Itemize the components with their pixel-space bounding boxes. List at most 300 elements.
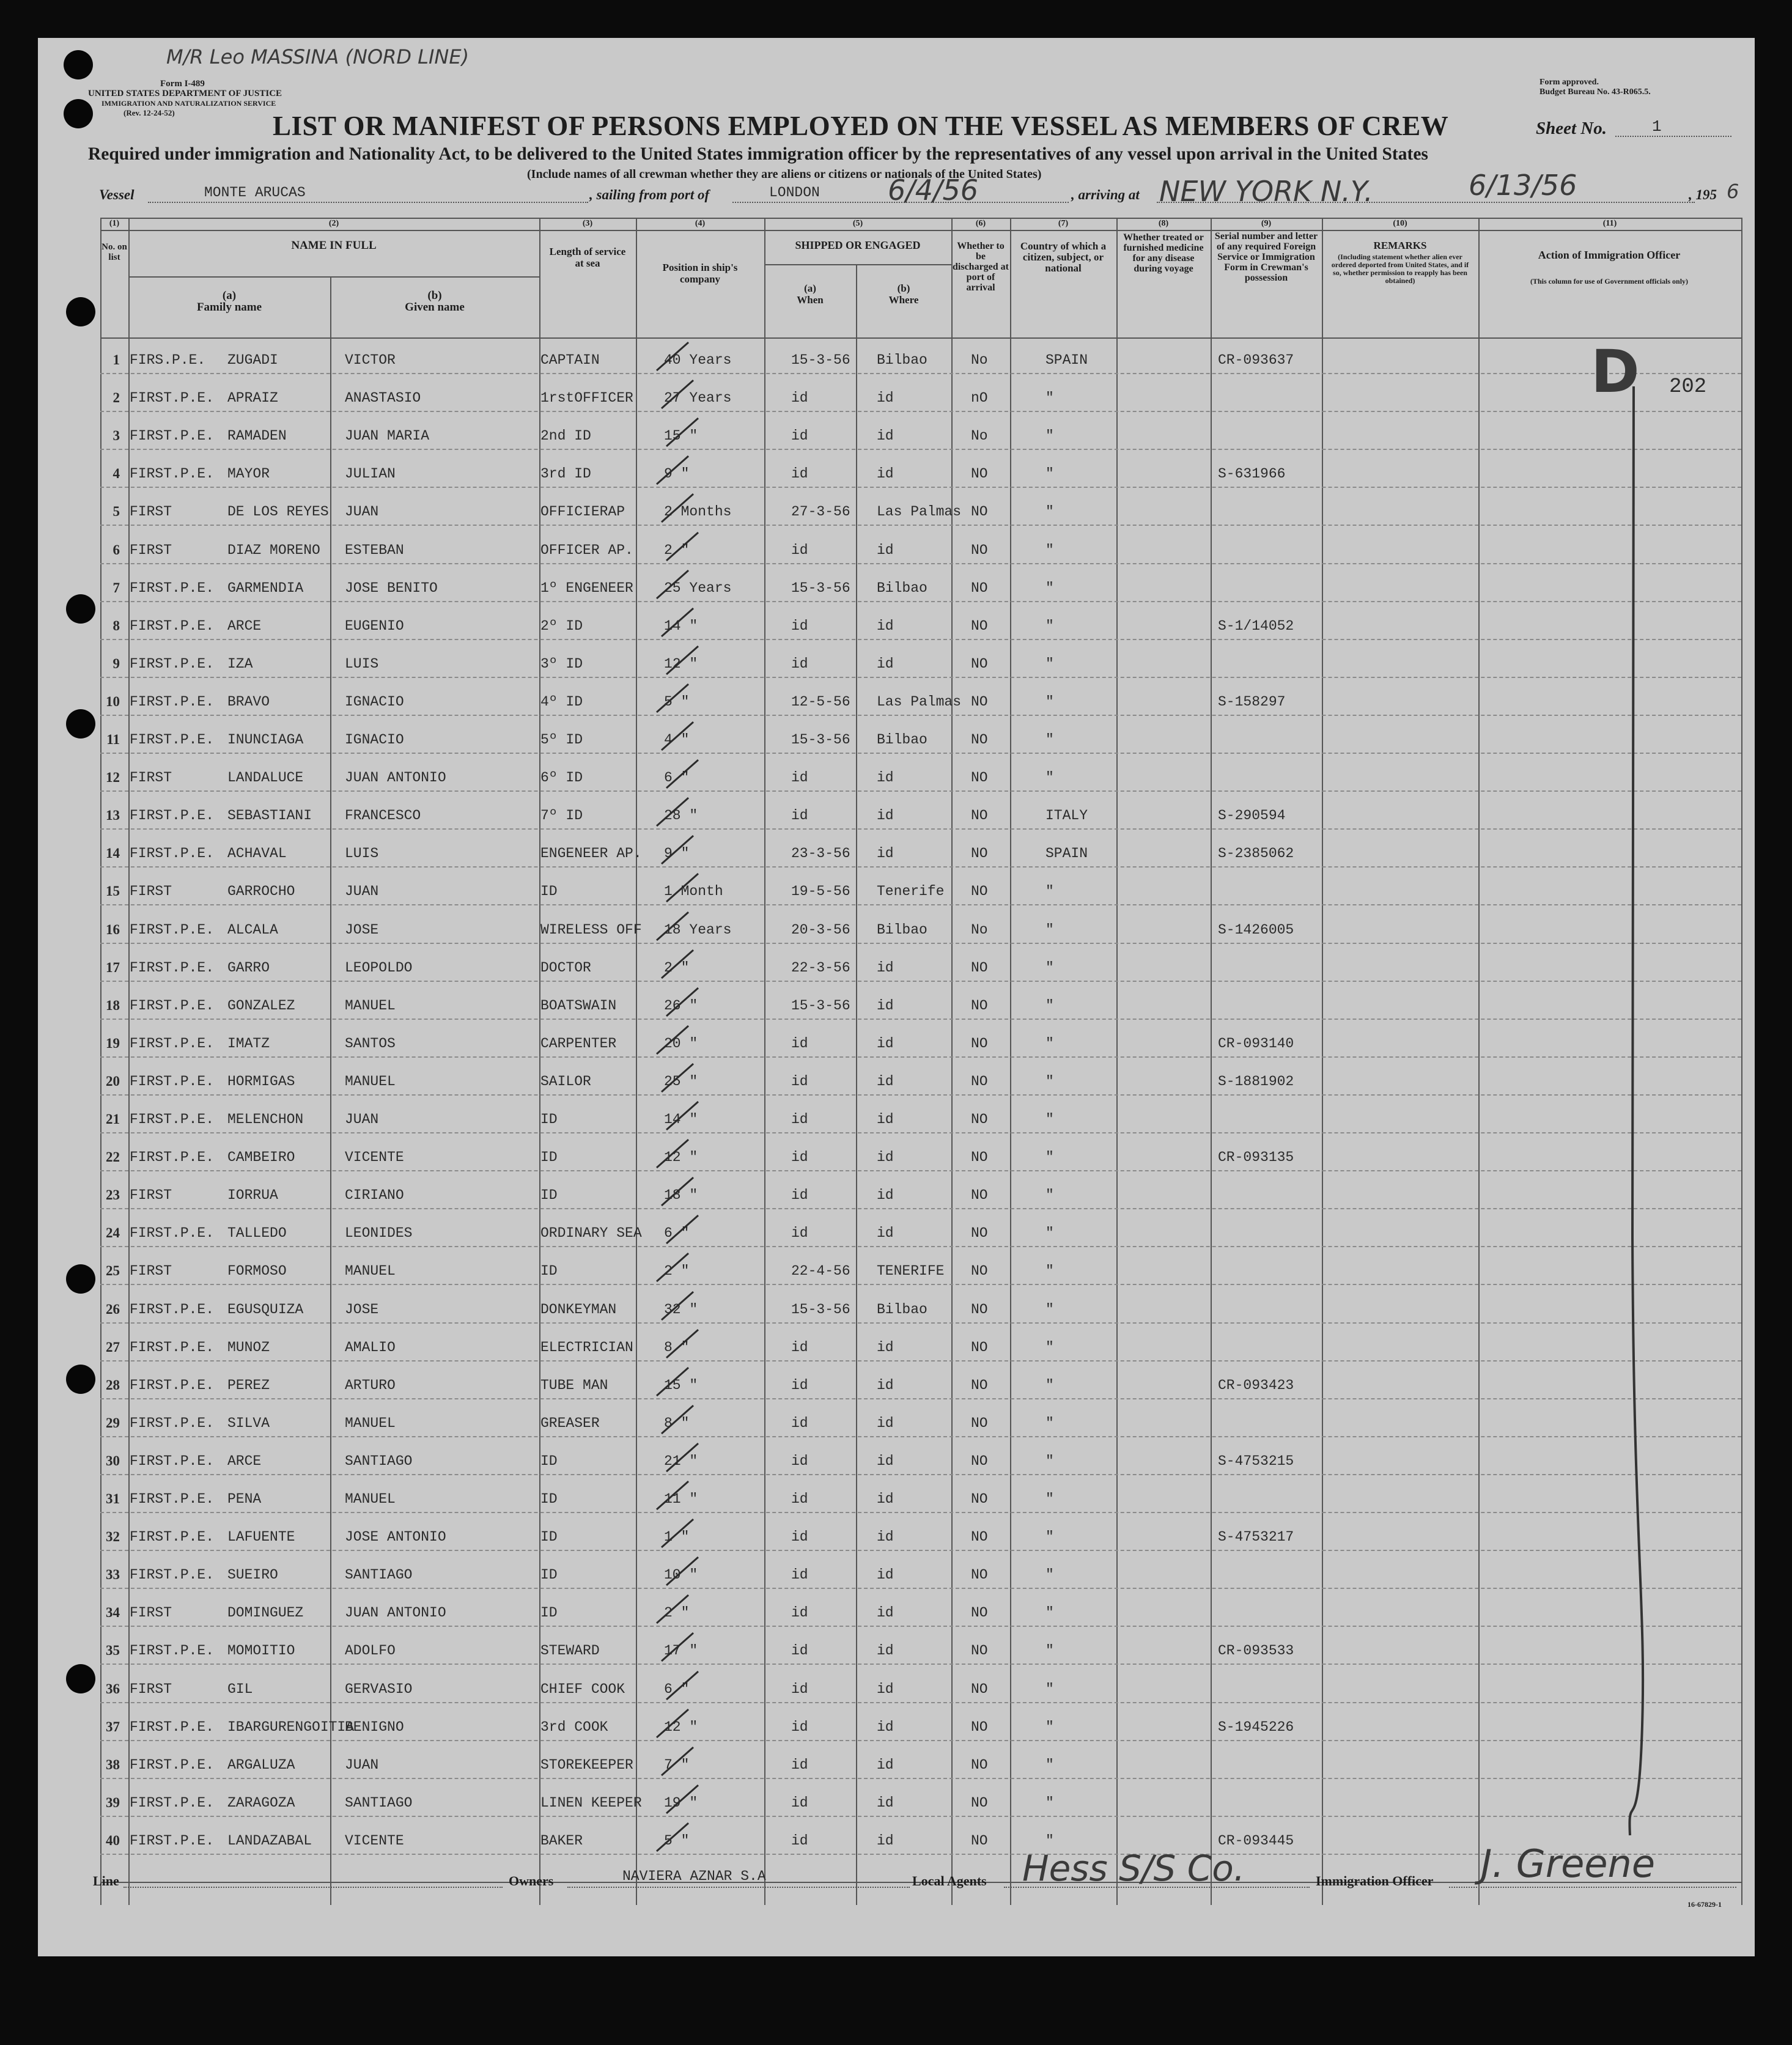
punch-hole [66, 709, 95, 739]
row-rule [100, 1208, 1741, 1209]
engaged-when: 15-3-56 [791, 997, 850, 1014]
given-name: MANUEL [345, 1263, 396, 1280]
engaged-when: id [791, 1187, 808, 1204]
row-number: 30 [106, 1453, 120, 1468]
name-prefix: FIRST.P.E. [130, 1339, 215, 1355]
name-prefix: FIRST [130, 883, 172, 900]
discharged: NO [971, 542, 988, 558]
col-divider [1478, 218, 1480, 1905]
country: " [1045, 770, 1054, 786]
discharged: NO [971, 1605, 988, 1621]
serial-number: S-1/14052 [1218, 617, 1294, 634]
discharged: NO [971, 1567, 988, 1583]
row-number: 36 [106, 1681, 120, 1697]
given-name: MANUEL [345, 1491, 396, 1507]
row-number: 27 [106, 1339, 120, 1355]
discharged: NO [971, 1035, 988, 1052]
position: CARPENTER [540, 1035, 617, 1052]
engaged-when: id [791, 1643, 808, 1659]
given-name: FRANCESCO [345, 808, 421, 824]
family-name: ZUGADI [227, 352, 278, 368]
row-rule [100, 1094, 1741, 1096]
check-mark [657, 605, 699, 641]
row-number: 20 [106, 1073, 120, 1089]
officer-field [1449, 1887, 1736, 1888]
given-name: LUIS [345, 655, 379, 672]
family-name: INUNCIAGA [227, 732, 304, 748]
col-divider [951, 218, 953, 1905]
position: STEWARD [540, 1643, 600, 1659]
service-length: 1 Month [664, 883, 723, 900]
engaged-where: id [877, 1643, 894, 1659]
engaged-when: id [791, 1529, 808, 1546]
given-name: JOSE [345, 921, 379, 938]
family-name: DOMINGUEZ [227, 1605, 304, 1621]
header-rule [128, 276, 539, 278]
name-prefix: FIRST [130, 542, 172, 558]
discharged: NO [971, 1794, 988, 1811]
name-prefix: FIRST.P.E. [130, 580, 215, 596]
officer-label: Immigration Officer [1316, 1873, 1434, 1888]
check-mark [652, 1250, 695, 1286]
position: DONKEYMAN [540, 1301, 617, 1317]
punch-hole [66, 1664, 95, 1693]
col-num: (5) [852, 219, 863, 228]
given-name: JUAN [345, 504, 379, 520]
row-number: 40 [106, 1832, 120, 1848]
name-prefix: FIRST.P.E. [130, 1567, 215, 1583]
row-number: 4 [112, 466, 120, 482]
engaged-where: id [877, 1605, 894, 1621]
country: " [1045, 1832, 1054, 1849]
header-where: (b) Where [888, 282, 919, 306]
engaged-where: Las Palmas [877, 504, 962, 520]
row-rule [100, 1360, 1741, 1361]
row-rule [100, 1816, 1741, 1817]
service-length: 15 " [664, 428, 698, 444]
engaged-when: id [791, 770, 808, 786]
family-name: SILVA [227, 1415, 270, 1431]
service-length: 20 " [664, 1035, 698, 1052]
agents-signature: Hess S/S Co. [1022, 1848, 1245, 1889]
position: ORDINARY SEA [540, 1225, 642, 1242]
serial-number: S-4753215 [1218, 1453, 1294, 1469]
col-num: (3) [582, 219, 593, 228]
family-name: LAFUENTE [227, 1529, 295, 1546]
family-name: ZARAGOZA [227, 1794, 295, 1811]
service-length: 4 " [664, 732, 690, 748]
engaged-where: Bilbao [877, 1301, 927, 1317]
country: " [1045, 1263, 1054, 1280]
service-length: 6 " [664, 770, 690, 786]
engaged-where: id [877, 997, 894, 1014]
serial-number: S-631966 [1218, 466, 1286, 482]
position: TUBE MAN [540, 1377, 608, 1393]
engaged-when: id [791, 428, 808, 444]
col-divider [856, 264, 857, 1905]
stamp-number: 202 [1669, 375, 1707, 399]
col-divider [636, 218, 637, 1905]
service-length: 26 " [664, 997, 698, 1014]
discharged: NO [971, 1263, 988, 1280]
family-name: LANDAZABAL [227, 1832, 312, 1849]
row-rule [100, 753, 1741, 754]
form-number: Form I-489 [160, 79, 205, 89]
engaged-where: id [877, 959, 894, 976]
row-rule [100, 449, 1741, 450]
service-length: 18 Years [664, 921, 732, 938]
discharged: NO [971, 1832, 988, 1849]
given-name: JUAN [345, 883, 379, 900]
family-name: ARGALUZA [227, 1756, 295, 1773]
serial-number: CR-093445 [1218, 1832, 1294, 1849]
row-number: 13 [106, 808, 120, 824]
discharged: NO [971, 1756, 988, 1773]
family-name: IZA [227, 655, 253, 672]
engaged-when: id [791, 1111, 808, 1127]
service-length: 19 " [664, 1794, 698, 1811]
document-subnote: (Include names of all crewman whether they are aliens or citizens or nationals of the United States) [527, 168, 1042, 181]
discharged: NO [971, 1073, 988, 1089]
header-rule [764, 264, 951, 265]
punch-hole [66, 1365, 95, 1394]
family-name: LANDALUCE [227, 770, 304, 786]
given-name: MANUEL [345, 997, 396, 1014]
service-length: 2 " [664, 959, 690, 976]
serial-number: S-2385062 [1218, 846, 1294, 862]
given-name: IGNACIO [345, 693, 404, 710]
given-name: JOSE BENITO [345, 580, 438, 596]
bracket-mark [1591, 380, 1676, 1860]
document-title: LIST OR MANIFEST OF PERSONS EMPLOYED ON THE VESSEL AS MEMBERS OF CREW [273, 111, 1449, 141]
position: CAPTAIN [540, 352, 600, 368]
row-rule [100, 411, 1741, 412]
row-number: 23 [106, 1187, 120, 1203]
family-name: GARMENDIA [227, 580, 304, 596]
country: " [1045, 883, 1054, 900]
check-mark [652, 1478, 695, 1514]
service-length: 40 Years [664, 352, 732, 368]
row-rule [100, 487, 1741, 488]
engaged-when: id [791, 466, 808, 482]
name-prefix: FIRST [130, 1187, 172, 1204]
engaged-when: 20-3-56 [791, 921, 850, 938]
service-length: 8 " [664, 1339, 690, 1355]
manifest-sheet [38, 38, 1755, 1956]
discharged: NO [971, 1681, 988, 1697]
discharged: NO [971, 1719, 988, 1735]
country: " [1045, 1529, 1054, 1546]
discharged: NO [971, 580, 988, 596]
row-number: 14 [106, 846, 120, 861]
engaged-where: id [877, 1794, 894, 1811]
col-divider [1116, 218, 1118, 1905]
given-name: LEONIDES [345, 1225, 413, 1242]
service-length: 12 " [664, 655, 698, 672]
family-name: EGUSQUIZA [227, 1301, 304, 1317]
check-mark [662, 1212, 704, 1248]
check-mark [652, 567, 695, 603]
service-length: 2 " [664, 542, 690, 558]
engaged-when: id [791, 1377, 808, 1393]
engaged-when: 15-3-56 [791, 732, 850, 748]
name-prefix: FIRST [130, 1681, 172, 1697]
check-mark [652, 1022, 695, 1059]
family-name: GIL [227, 1681, 253, 1697]
position: 6º ID [540, 770, 583, 786]
engaged-where: id [877, 390, 894, 407]
check-mark [652, 339, 695, 375]
header-no-on-list: No. on list [101, 242, 127, 262]
name-prefix: FIRST.P.E. [130, 466, 215, 482]
discharged: NO [971, 617, 988, 634]
service-length: 6 " [664, 1225, 690, 1242]
position: ID [540, 883, 558, 900]
row-number: 25 [106, 1263, 120, 1279]
given-name: LUIS [345, 846, 379, 862]
serial-number: CR-093140 [1218, 1035, 1294, 1052]
engaged-when: id [791, 617, 808, 634]
revision: (Rev. 12-24-52) [124, 108, 175, 117]
family-name: CAMBEIRO [227, 1149, 295, 1166]
position: 3º ID [540, 655, 583, 672]
engaged-where: id [877, 1756, 894, 1773]
country: SPAIN [1045, 352, 1088, 368]
given-name: JUAN ANTONIO [345, 1605, 446, 1621]
given-name: VICENTE [345, 1832, 404, 1849]
family-name: IMATZ [227, 1035, 270, 1052]
country: " [1045, 617, 1054, 634]
given-name: JOSE [345, 1301, 379, 1317]
row-rule [100, 677, 1741, 678]
given-name: JUAN [345, 1111, 379, 1127]
col-divider [1211, 218, 1212, 1905]
service-length: 32 " [664, 1301, 698, 1317]
given-name: ANASTASIO [345, 390, 421, 407]
line-field [124, 1887, 503, 1888]
engaged-when: id [791, 1225, 808, 1242]
family-name: TALLEDO [227, 1225, 287, 1242]
sailing-label: , sailing from port of [589, 187, 710, 202]
row-number: 39 [106, 1794, 120, 1810]
engaged-where: id [877, 428, 894, 444]
engaged-where: id [877, 1529, 894, 1546]
vessel-name: MONTE ARUCAS [204, 185, 306, 201]
engaged-where: id [877, 1111, 894, 1127]
check-mark [652, 1591, 695, 1628]
country: " [1045, 997, 1054, 1014]
position: CHIEF COOK [540, 1681, 625, 1697]
service-length: 25 Years [664, 580, 732, 596]
country: " [1045, 655, 1054, 672]
service-length: 10 " [664, 1567, 698, 1583]
family-name: MOMOITIO [227, 1643, 295, 1659]
engaged-where: id [877, 1491, 894, 1507]
serial-number: S-290594 [1218, 808, 1286, 824]
serial-number: S-1881902 [1218, 1073, 1294, 1089]
name-prefix: FIRST.P.E. [130, 1719, 215, 1735]
discharged: NO [971, 1301, 988, 1317]
position: 4º ID [540, 693, 583, 710]
col-num: (7) [1058, 219, 1069, 228]
country: " [1045, 1491, 1054, 1507]
row-rule [100, 639, 1741, 640]
country: " [1045, 1225, 1054, 1242]
engaged-where: id [877, 1415, 894, 1431]
given-name: SANTIAGO [345, 1567, 413, 1583]
check-mark [657, 832, 699, 869]
name-prefix: FIRST [130, 1605, 172, 1621]
service-length: 28 " [664, 808, 698, 824]
engaged-when: id [791, 390, 808, 407]
discharged: NO [971, 1225, 988, 1242]
check-mark [662, 870, 704, 907]
discharged: NO [971, 1149, 988, 1166]
header-country: Country of which a citizen, subject, or national [1020, 240, 1107, 274]
position: SAILOR [540, 1073, 591, 1089]
discharged: NO [971, 1415, 988, 1431]
service: IMMIGRATION AND NATURALIZATION SERVICE [101, 99, 276, 108]
engaged-where: id [877, 770, 894, 786]
engaged-when: id [791, 1491, 808, 1507]
check-mark [657, 377, 699, 413]
row-number: 15 [106, 883, 120, 899]
family-name: DE LOS REYES [227, 504, 329, 520]
sheet-number-line [1615, 136, 1731, 137]
check-mark [657, 1744, 699, 1780]
check-mark [662, 984, 704, 1021]
check-mark [662, 1098, 704, 1135]
given-name: ARTURO [345, 1377, 396, 1393]
row-rule [100, 1702, 1741, 1703]
sheet-number: 1 [1652, 117, 1662, 136]
family-name: SUEIRO [227, 1567, 278, 1583]
row-number: 29 [106, 1415, 120, 1431]
row-number: 22 [106, 1149, 120, 1165]
document-subtitle: Required under immigration and Nationality Act, to be delivered to the United States immigration officer by the representatives of any vessel upon arrival in the United States [88, 144, 1428, 164]
row-number: 8 [112, 617, 120, 633]
check-mark [657, 1629, 699, 1666]
discharged: nO [971, 390, 988, 407]
row-rule [100, 1284, 1741, 1285]
header-remarks: REMARKS [1373, 240, 1427, 251]
service-length: 5 " [664, 693, 690, 710]
given-name: AMALIO [345, 1339, 396, 1355]
row-rule [100, 1019, 1741, 1020]
engaged-when: 27-3-56 [791, 504, 850, 520]
family-name: FORMOSO [227, 1263, 287, 1280]
header-remarks-note: (Including statement whether alien ever ordered deported from United States, and if so, whether permission to reapply has been obtained) [1331, 252, 1469, 285]
country: " [1045, 1035, 1054, 1052]
row-rule [100, 1436, 1741, 1437]
col-divider [330, 276, 331, 1905]
engaged-when: id [791, 1719, 808, 1735]
engaged-when: 12-5-56 [791, 693, 850, 710]
service-length: 21 " [664, 1453, 698, 1469]
service-length: 11 " [664, 1491, 698, 1507]
check-mark [652, 1819, 695, 1856]
name-prefix: FIRST.P.E. [130, 428, 215, 444]
discharged: NO [971, 997, 988, 1014]
family-name: ARCE [227, 1453, 262, 1469]
row-number: 34 [106, 1605, 120, 1621]
row-number: 18 [106, 997, 120, 1013]
col-num: (6) [975, 219, 986, 228]
discharged: NO [971, 846, 988, 862]
discharged: NO [971, 1187, 988, 1204]
engaged-where: id [877, 1339, 894, 1355]
engaged-where: Bilbao [877, 921, 927, 938]
name-prefix: FIRST.P.E. [130, 617, 215, 634]
header-serial: Serial number and letter of any required Foreign Service or Immigration Form in Crewman's possession [1214, 231, 1318, 283]
row-number: 35 [106, 1643, 120, 1659]
punch-hole [66, 1264, 95, 1294]
family-name: RAMADEN [227, 428, 287, 444]
name-prefix: FIRST.P.E. [130, 693, 215, 710]
position: DOCTOR [540, 959, 591, 976]
header-family-name: (a) Family name [196, 289, 262, 314]
row-rule [100, 1056, 1741, 1058]
header-action: Action of Immigration Officer [1538, 249, 1681, 261]
col-num: (1) [109, 219, 120, 228]
family-name: GARROCHO [227, 883, 295, 900]
header-position: Position in ship's company [662, 262, 738, 285]
name-prefix: FIRST.P.E. [130, 1415, 215, 1431]
position: ID [540, 1187, 558, 1204]
position: ID [540, 1491, 558, 1507]
country: " [1045, 1111, 1054, 1127]
row-rule [100, 563, 1741, 564]
given-name: GERVASIO [345, 1681, 413, 1697]
check-mark [662, 1668, 704, 1704]
col-num: (4) [695, 219, 706, 228]
country: " [1045, 428, 1054, 444]
country: " [1045, 1149, 1054, 1166]
serial-number: CR-093637 [1218, 352, 1294, 368]
country: ITALY [1045, 808, 1088, 824]
name-prefix: FIRST.P.E. [130, 846, 215, 862]
engaged-when: 22-3-56 [791, 959, 850, 976]
check-mark [662, 415, 704, 451]
engaged-where: id [877, 1377, 894, 1393]
position: BOATSWAIN [540, 997, 617, 1014]
check-mark [657, 1060, 699, 1097]
engaged-where: id [877, 1681, 894, 1697]
row-number: 26 [106, 1301, 120, 1317]
family-name: GONZALEZ [227, 997, 295, 1014]
header-rule [100, 230, 1741, 231]
country: SPAIN [1045, 846, 1088, 862]
engaged-when: 19-5-56 [791, 883, 850, 900]
position: WIRELESS OFF [540, 921, 642, 938]
year-label: , 195 [1689, 187, 1717, 202]
check-mark [662, 1326, 704, 1363]
discharged: NO [971, 1377, 988, 1393]
position: STOREKEEPER [540, 1756, 633, 1773]
row-number: 28 [106, 1377, 120, 1393]
check-mark [662, 643, 704, 679]
engaged-where: id [877, 1187, 894, 1204]
serial-number: S-158297 [1218, 693, 1286, 710]
family-name: GARRO [227, 959, 270, 976]
discharged: NO [971, 1529, 988, 1546]
given-name: ADOLFO [345, 1643, 396, 1659]
engaged-where: id [877, 1453, 894, 1469]
name-prefix: FIRST.P.E. [130, 1529, 215, 1546]
engaged-when: 15-3-56 [791, 352, 850, 368]
row-rule [100, 828, 1741, 830]
given-name: JUAN ANTONIO [345, 770, 446, 786]
